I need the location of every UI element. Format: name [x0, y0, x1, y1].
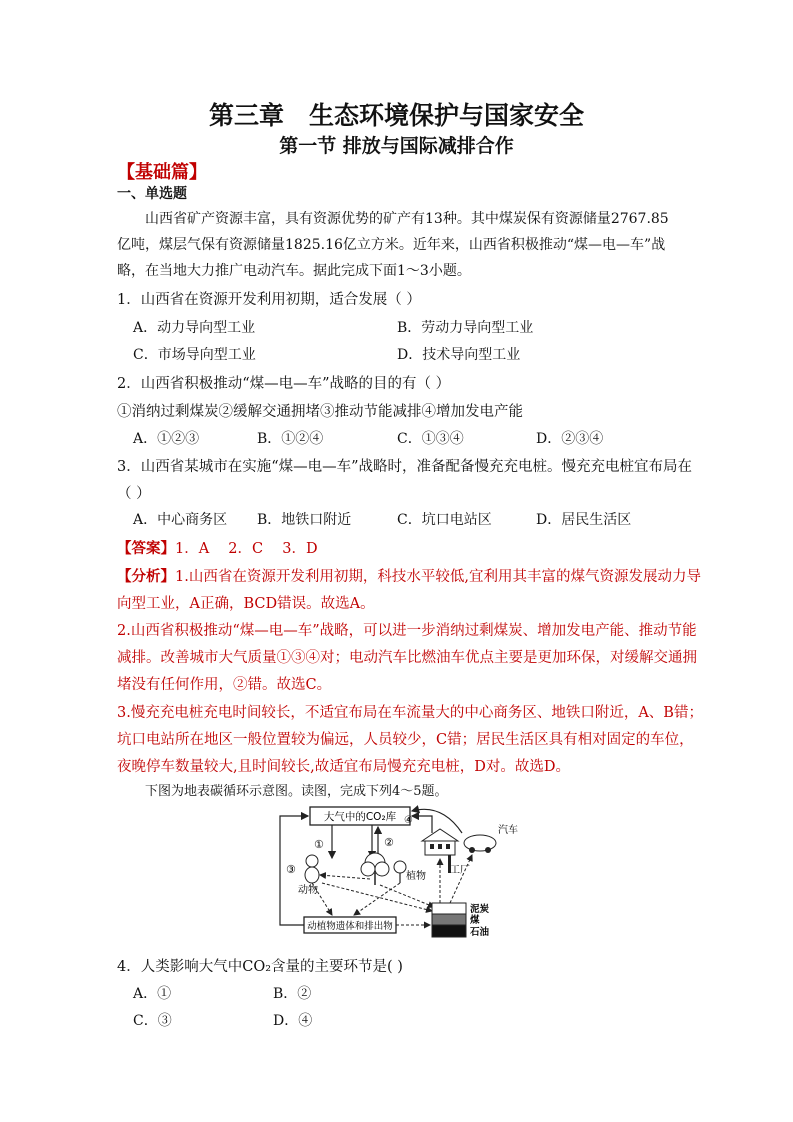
question3-stem-line2: （ ）	[117, 486, 151, 502]
answer-label: 【答案】	[117, 540, 175, 557]
animal-label: 动物	[298, 885, 318, 896]
question4-option-d: D．④	[273, 1013, 313, 1029]
passage1-line1: 山西省矿产资源丰富，具有资源优势的矿产有13种。其中煤炭保有资源储量2767.85	[145, 211, 669, 227]
question2-items: ①消纳过剩煤炭②缓解交通拥堵③推动节能减排④增加发电产能	[117, 404, 523, 420]
question3-option-c: C．坑口电站区	[397, 512, 492, 528]
question1-stem: 1．山西省在资源开发利用初期，适合发展（ ）	[117, 292, 421, 308]
label-1: ①	[314, 838, 324, 851]
question4-option-b: B．②	[273, 986, 312, 1002]
question2-option-c: C．①③④	[397, 431, 464, 447]
question3-stem-line1: 3．山西省某城市在实施“煤—电—车”战略时，准备配备慢充充电桩。慢充充电桩宜布局在	[117, 459, 693, 475]
arrow-car	[412, 809, 462, 833]
peat-label: 泥炭	[470, 904, 490, 915]
part-heading: 一、单选题	[117, 186, 187, 202]
co2-pool-label: 大气中的CO₂库	[323, 811, 397, 823]
question4-stem: 4．人类影响大气中CO₂含量的主要环节是( )	[117, 959, 403, 975]
tree-icon	[361, 853, 406, 885]
question2-stem: 2．山西省积极推动“煤—电—车”战略的目的有（ ）	[117, 376, 451, 392]
remains-label: 动植物遗体和排出物	[307, 921, 393, 932]
question4-option-a: A．①	[133, 986, 172, 1002]
dash-fuel-car	[450, 855, 472, 903]
section-title: 第一节 排放与国际减排合作	[279, 135, 514, 157]
question3-option-a: A．中心商务区	[133, 512, 228, 528]
analysis-line5: 堵没有任何作用，②错。故选C。	[117, 677, 332, 693]
analysis-text-1: 1.山西省在资源开发利用初期，科技水平较低,宜利用其丰富的煤气资源发展动力导	[175, 569, 701, 585]
dash-plant-fuel	[380, 885, 434, 907]
question2-option-b: B．①②④	[257, 431, 324, 447]
analysis-line2: 向型工业，A正确，BCD错误。故选A。	[117, 596, 375, 612]
analysis-line6: 3.慢充充电桩充电时间较长，不适宜布局在车流量大的中心商务区、地铁口附近，A、B错；	[117, 705, 703, 721]
analysis-line8: 夜晚停车数量较大,且时间较长,故适宜布局慢充充电桩，D对。故选D。	[117, 759, 570, 775]
label-4: ④	[404, 815, 413, 826]
question1-option-a: A．动力导向型工业	[133, 320, 256, 336]
analysis-line3: 2.山西省积极推动“煤—电—车”战略，可以进一步消纳过剩煤炭、增加发电产能、推动节能	[117, 623, 697, 639]
question2-option-d: D．②③④	[536, 431, 604, 447]
question1-option-b: B．劳动力导向型工业	[397, 320, 534, 336]
car-label: 汽车	[498, 825, 518, 836]
dash-plant-animal	[320, 875, 370, 879]
question3-option-d: D．居民生活区	[536, 512, 632, 528]
car-icon	[464, 835, 496, 853]
analysis-line1	[117, 565, 701, 586]
question1-option-c: C．市场导向型工业	[133, 347, 256, 363]
arrow-4	[412, 816, 432, 833]
question3-option-b: B．地铁口附近	[257, 512, 352, 528]
fossil-fuel-stack	[432, 903, 466, 937]
animal-icon	[305, 855, 319, 883]
passage1-line2: 亿吨，煤层气保有资源储量1825.16亿立方米。近年来，山西省积极推动“煤—电—车”战	[117, 237, 666, 253]
dash-plant-remains	[354, 883, 400, 915]
label-3: ③	[286, 863, 296, 876]
question1-option-d: D．技术导向型工业	[397, 347, 521, 363]
level-heading: 【基础篇】	[117, 162, 207, 183]
answer-values: 1．A 2．C 3．D	[175, 541, 318, 557]
plant-label: 植物	[406, 871, 426, 882]
dash-animal-fuel	[322, 883, 432, 911]
coal-label: 煤	[470, 915, 480, 926]
question4-option-c: C．③	[133, 1013, 172, 1029]
carbon-cycle-diagram	[272, 803, 532, 943]
question2-option-a: A．①②③	[133, 431, 200, 447]
analysis-label: 【分析】	[117, 568, 175, 585]
passage2: 下图为地表碳循环示意图。读图，完成下列4～5题。	[145, 784, 448, 799]
label-2: ②	[384, 836, 394, 849]
analysis-line7: 坑口电站所在地区一般位置较为偏远，人员较少，C错；居民生活区具有相对固定的车位，	[117, 732, 694, 748]
oil-label: 石油	[470, 927, 490, 938]
chapter-title: 第三章 生态环境保护与国家安全	[208, 101, 584, 130]
factory-label: 工厂	[450, 865, 470, 876]
dash-animal-remains	[312, 883, 332, 915]
analysis-line4: 减排。改善城市大气质量①③④对；电动汽车比燃油车优点主要是更加环保，对缓解交通拥	[117, 650, 697, 666]
answer-block	[117, 537, 318, 558]
passage1-line3: 略，在当地大力推广电动汽车。据此完成下面1～3小题。	[117, 263, 471, 279]
